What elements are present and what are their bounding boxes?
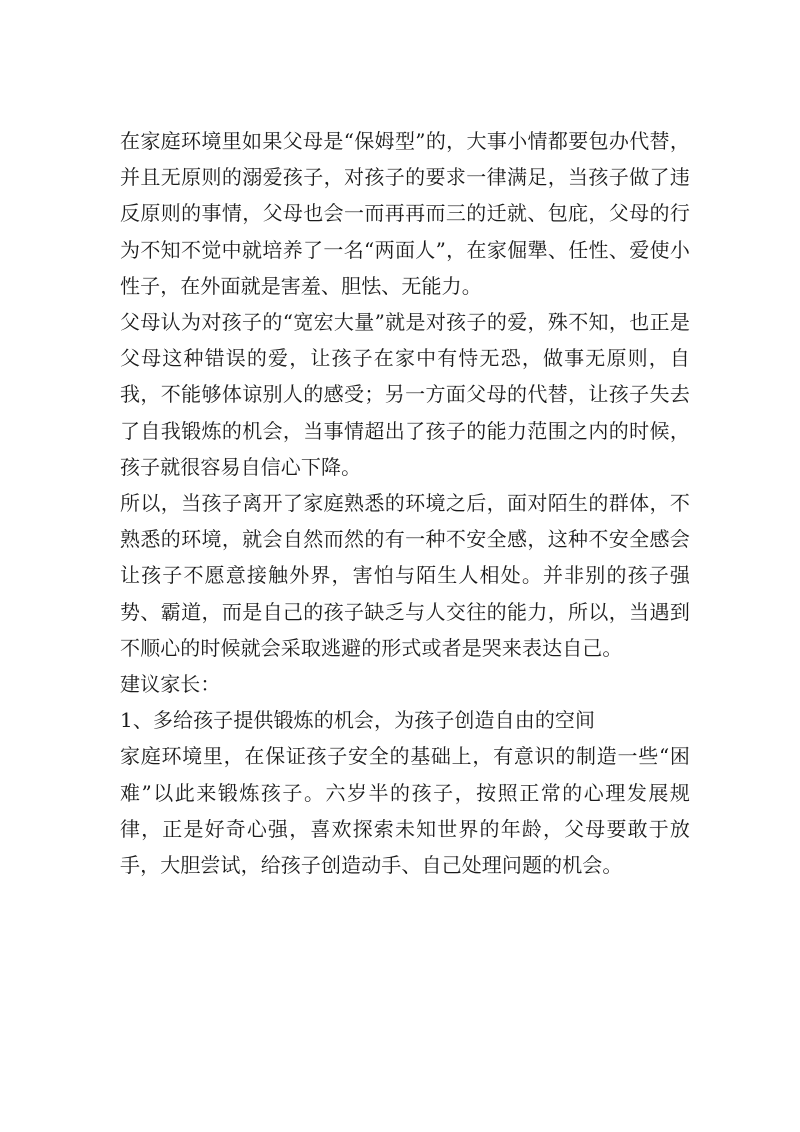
advice-item-1-title: 1、多给孩子提供锻炼的机会，为孩子创造自由的空间 (120, 708, 596, 733)
paragraph-wrong-love: 父母认为对孩子的“宽宏大量”就是对孩子的爱，殊不知，也正是父母这种错误的爱，让孩子在家中有恃无恐，做事无原则，自我，不能够体谅别人的感受；另一方面父母的代替，让孩子失去了自我锻炼的机会，当事情超出了孩子的能力范围之内的时候，孩子就很容易自信心下降。 (120, 310, 690, 479)
paragraph-insecurity: 所以，当孩子离开了家庭熟悉的环境之后，面对陌生的群体，不熟悉的环境，就会自然而然的有一种不安全感，这种不安全感会让孩子不愿意接触外界，害怕与陌生人相处。并非别的孩子强势、霸道，而是自己的孩子缺乏与人交往的能力，所以，当遇到不顺心的时候就会采取逃避的形式或者是哭来表达自己。 (120, 491, 690, 660)
advice-item-1-body: 家庭环境里，在保证孩子安全的基础上，有意识的制造一些“困难”以此来锻炼孩子。六岁半的孩子，按照正常的心理发展规律，正是好奇心强，喜欢探索未知世界的年龄，父母要敢于放手，大胆尝试，给孩子创造动手、自己处理问题的机会。 (120, 744, 690, 878)
document-body (120, 123, 690, 883)
heading-advice-for-parents: 建议家长： (120, 672, 221, 697)
paragraph-spoiling-parents: 在家庭环境里如果父母是“保姆型”的，大事小情都要包办代替，并且无原则的溺爱孩子，对孩子的要求一律满足，当孩子做了违反原则的事情，父母也会一而再再而三的迁就、包庇，父母的行为不知不觉中就培养了一名“两面人”，在家倔犟、任性、爱使小性子，在外面就是害羞、胆怯、无能力。 (120, 129, 690, 298)
